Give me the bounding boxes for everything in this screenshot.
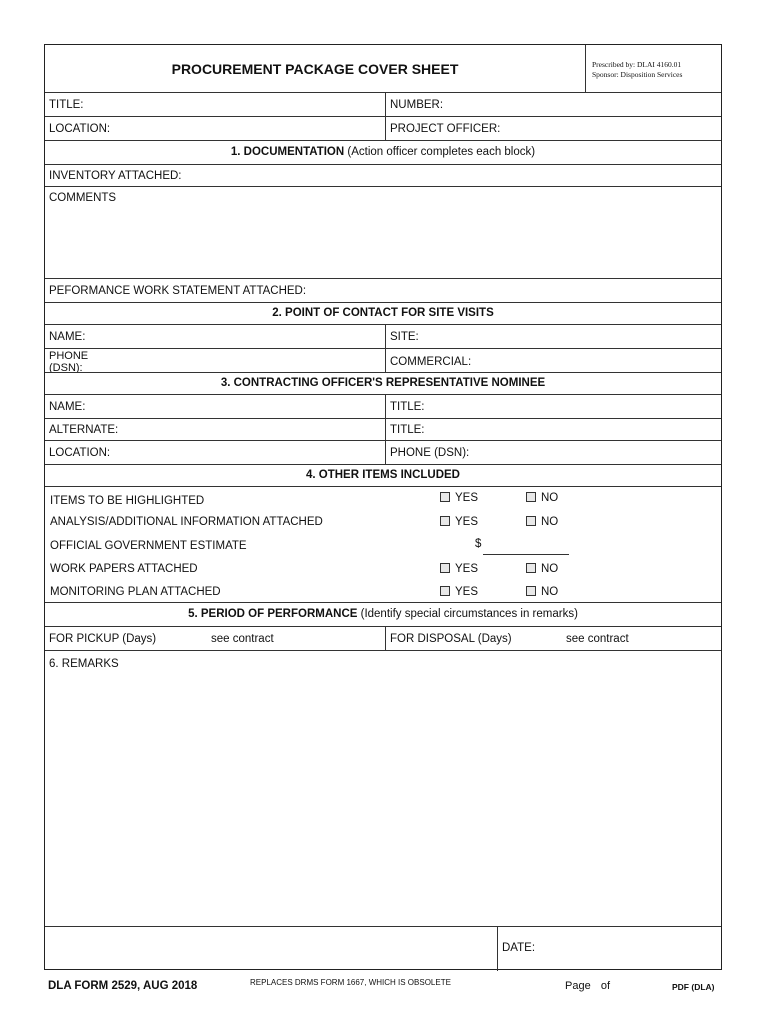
disposal-field[interactable] [385, 627, 723, 650]
site-field[interactable]: SITE: [385, 325, 723, 348]
section-3-heading: 3. CONTRACTING OFFICER'S REPRESENTATIVE NOMINEE [45, 373, 721, 395]
cor-location-field[interactable]: LOCATION: [49, 447, 111, 459]
project-officer-field[interactable]: PROJECT OFFICER: [385, 117, 723, 140]
item-monitoring-label: MONITORING PLAN ATTACHED [50, 586, 221, 598]
page-label: Page of [565, 980, 611, 992]
cor-alternate-title-field[interactable]: TITLE: [385, 419, 723, 440]
form-header [45, 45, 721, 93]
pickup-label: FOR PICKUP (Days) [49, 633, 157, 645]
inventory-row [45, 165, 721, 187]
checkbox-icon[interactable] [526, 586, 536, 596]
checkbox-icon[interactable] [440, 516, 450, 526]
checkbox-icon[interactable] [440, 586, 450, 596]
poc-phone-row [45, 349, 721, 373]
checkbox-icon[interactable] [526, 492, 536, 502]
item-analysis-label: ANALYSIS/ADDITIONAL INFORMATION ATTACHED [50, 516, 323, 528]
pws-field[interactable]: PEFORMANCE WORK STATEMENT ATTACHED: [49, 285, 307, 297]
number-field[interactable]: NUMBER: [385, 93, 723, 116]
pickup-field[interactable] [45, 627, 385, 650]
item-estimate-label: OFFICIAL GOVERNMENT ESTIMATE [50, 540, 247, 552]
remarks-field[interactable]: 6. REMARKS [49, 658, 119, 670]
form-id: DLA FORM 2529, AUG 2018 [48, 980, 198, 992]
form-title: PROCUREMENT PACKAGE COVER SHEET [171, 61, 459, 77]
item-analysis-yes[interactable]: YES [440, 516, 478, 528]
item-analysis-no[interactable]: NO [526, 516, 558, 528]
commercial-field[interactable]: COMMERCIAL: [385, 349, 723, 372]
signature-row [45, 927, 721, 971]
prescribed-by: Prescribed by: DLAI 4160.01 [592, 60, 682, 69]
inventory-field[interactable]: INVENTORY ATTACHED: [49, 170, 182, 182]
item-work-papers-yes[interactable]: YES [440, 563, 478, 575]
pws-row [45, 279, 721, 303]
cor-alternate-field[interactable]: ALTERNATE: [49, 424, 119, 436]
poc-name-site-row [45, 325, 721, 349]
period-row [45, 627, 721, 651]
checkbox-icon[interactable] [526, 516, 536, 526]
estimate-input[interactable] [483, 554, 569, 555]
dollar-sign: $ [475, 538, 482, 550]
cor-location-row [45, 441, 721, 465]
cor-alternate-row [45, 419, 721, 441]
sponsor: Sponsor: Disposition Services [592, 70, 683, 79]
location-officer-row [45, 117, 721, 141]
signature-field[interactable] [45, 927, 497, 971]
cor-title-field[interactable]: TITLE: [385, 395, 723, 418]
item-highlighted-no[interactable]: NO [526, 492, 558, 504]
cor-name-field[interactable]: NAME: [49, 401, 86, 413]
disposal-value: see contract [566, 633, 629, 645]
pickup-value: see contract [211, 633, 274, 645]
location-field[interactable]: LOCATION: [49, 123, 111, 135]
procurement-form [44, 44, 722, 970]
cor-phone-field[interactable]: PHONE (DSN): [385, 441, 723, 464]
section-5-heading: 5. PERIOD OF PERFORMANCE (Identify special circumstances in remarks) [45, 603, 721, 627]
item-highlighted-label: ITEMS TO BE HIGHLIGHTED [50, 495, 205, 507]
item-work-papers-no[interactable]: NO [526, 563, 558, 575]
checkbox-icon[interactable] [526, 563, 536, 573]
comments-field[interactable]: COMMENTS [49, 192, 117, 204]
title-field[interactable]: TITLE: [49, 99, 84, 111]
cor-name-row [45, 395, 721, 419]
section-1-heading: 1. DOCUMENTATION (Action officer completes each block) [45, 141, 721, 165]
item-monitoring-no[interactable]: NO [526, 586, 558, 598]
remarks-row [45, 651, 721, 927]
poc-name-field[interactable]: NAME: [49, 331, 86, 343]
checkbox-icon[interactable] [440, 492, 450, 502]
checkbox-icon[interactable] [440, 563, 450, 573]
poc-phone-field[interactable]: PHONE (DSN): [49, 350, 89, 372]
other-items-block [45, 487, 721, 603]
comments-row [45, 187, 721, 279]
section-2-heading: 2. POINT OF CONTACT FOR SITE VISITS [45, 303, 721, 325]
replaces-note: REPLACES DRMS FORM 1667, WHICH IS OBSOLETE [250, 978, 451, 987]
item-monitoring-yes[interactable]: YES [440, 586, 478, 598]
date-field[interactable]: DATE: [497, 927, 723, 971]
title-number-row [45, 93, 721, 117]
disposal-label: FOR DISPOSAL (Days) [390, 633, 512, 645]
section-4-heading: 4. OTHER ITEMS INCLUDED [45, 465, 721, 487]
prescribed-block [585, 45, 723, 93]
item-work-papers-label: WORK PAPERS ATTACHED [50, 563, 198, 575]
pdf-tag: PDF (DLA) [672, 982, 715, 992]
item-highlighted-yes[interactable]: YES [440, 492, 478, 504]
